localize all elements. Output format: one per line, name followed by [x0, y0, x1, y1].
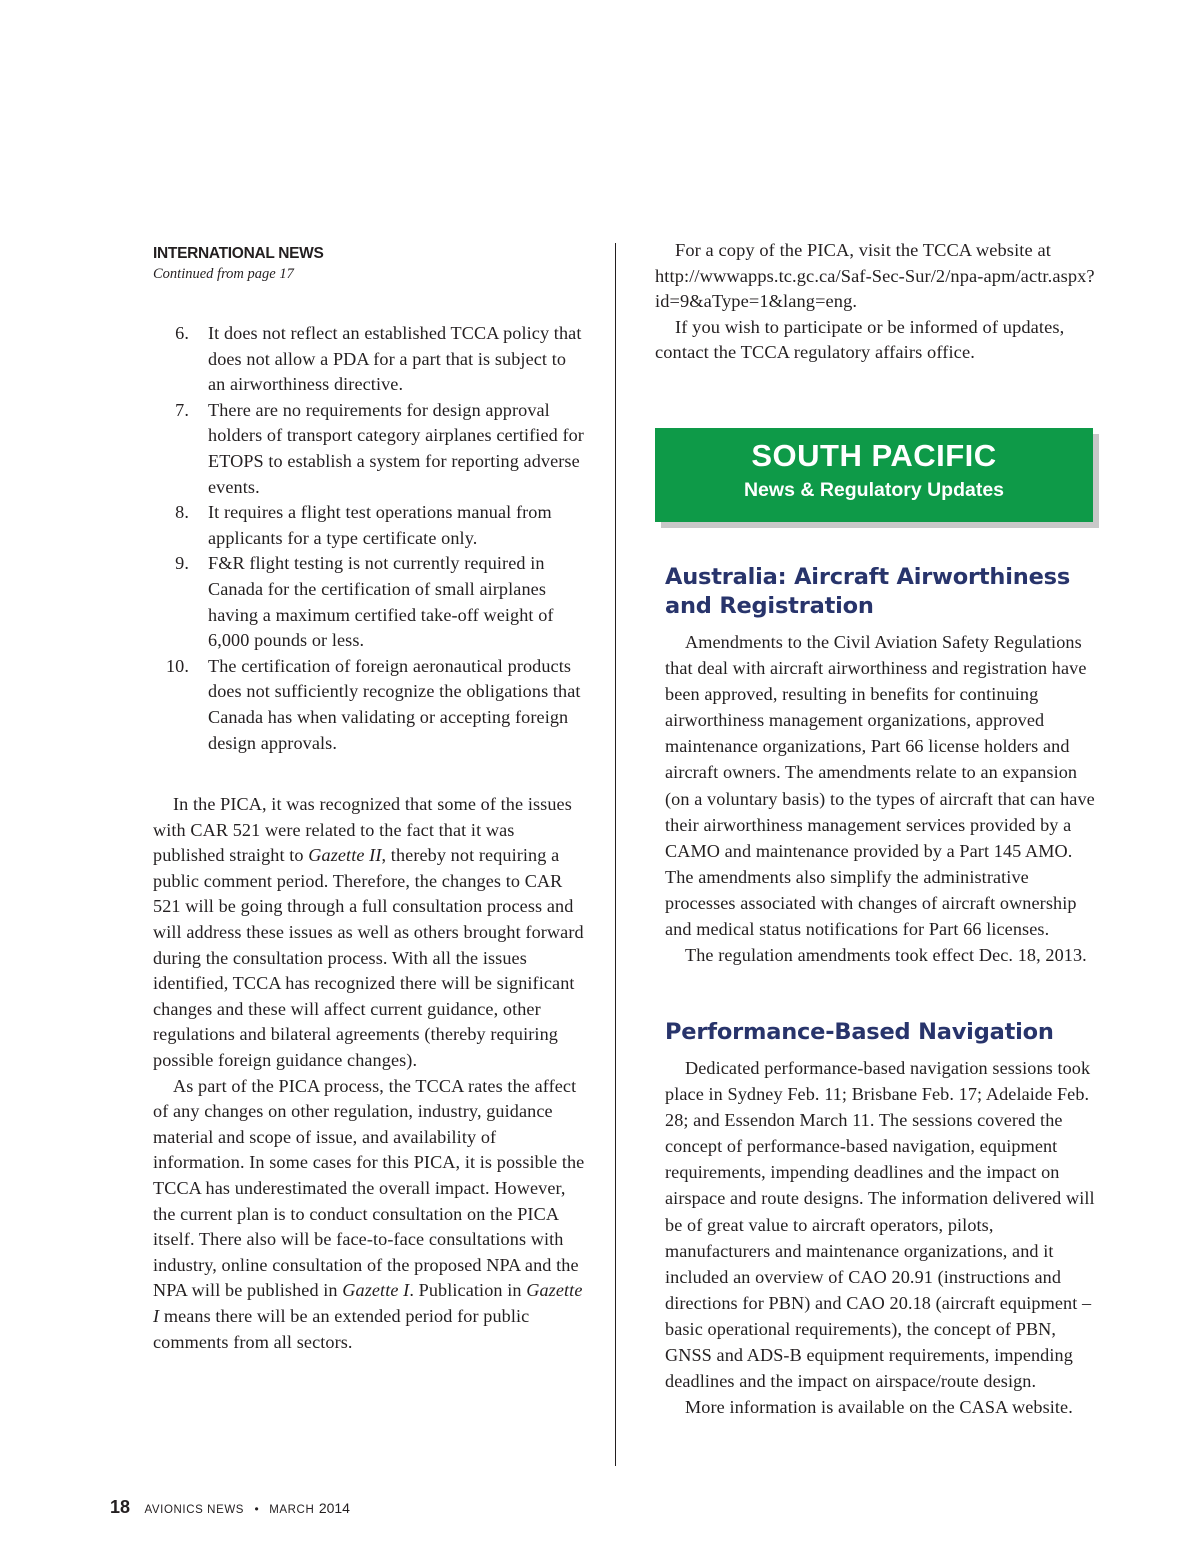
list-text: There are no requirements for design approval holders of transport category airplanes certified for ETOPS to establish a system for reporting adverse events. [208, 399, 584, 497]
text-run: . Publication in [409, 1280, 527, 1301]
body-paragraph: Dedicated performance-based navigation sessions took place in Sydney Feb. 11; Brisbane Feb. 17; Adelaide Feb. 28; and Essendon March 11. The sessions covered the concept of performance-based navigation, equipment requirements, impending deadlines and the impact on airspace and route designs. The information delivered will be of great value to aircraft operators, pilots, manufacturers and maintenance organizations, and it included an overview of CAO 20.91 (instructions and directions for PBN) and CAO 20.18 (aircraft equipment – basic operational requirements), the concept of PBN, GNSS and ADS-B equipment requirements, impending deadlines and the impact on airspace/route design. [665, 1058, 1095, 1392]
text-run: As part of the PICA process, the TCCA rates the affect of any changes on other regulation, industry, guidance material and scope of issue, and availability of information. In some cases for this PICA, it is possible the TCCA has underestimated the overall impact. However, the current plan is to conduct consultation on the PICA itself. There also will be face-to-face consultations with industry, online consultation of the proposed NPA and the NPA will be published in [153, 1075, 585, 1301]
article-australia [665, 563, 1100, 968]
article-pbn [665, 1018, 1100, 1420]
body-paragraph [153, 792, 585, 1074]
list-item [153, 500, 585, 551]
heading-line: Australia: Aircraft Airworthiness [665, 564, 1071, 590]
list-text: F&R flight testing is not currently required in Canada for the certification of small airplanes having a maximum certified take-off weight of 6,000 pounds or less. [208, 553, 554, 651]
continued-note: Continued from page 17 [153, 266, 294, 282]
page-footer [110, 1497, 350, 1518]
article-body [665, 629, 1100, 968]
list-number: 10. [165, 655, 189, 676]
body-paragraph [153, 1074, 585, 1356]
list-item [153, 551, 585, 653]
text-run: means there will be an extended period for public comments from all sectors. [153, 1305, 530, 1352]
left-body-text [153, 792, 585, 1355]
issue-year: 2014 [318, 1500, 350, 1516]
issue-month: MARCH [269, 1504, 315, 1516]
list-text: It requires a flight test operations manual from applicants for a type certificate only. [208, 502, 552, 548]
list-number: 8. [175, 502, 189, 523]
list-number: 6. [175, 323, 189, 343]
intro-text [655, 238, 1100, 366]
list-item [153, 321, 585, 398]
left-column [153, 243, 585, 1355]
page-number: 18 [110, 1497, 131, 1517]
list-item [153, 654, 585, 756]
right-column-intro [655, 238, 1100, 366]
italic-run: Gazette II [308, 845, 382, 866]
article-body [665, 1055, 1100, 1420]
italic-run: Gazette I [153, 1280, 583, 1326]
list-item [153, 398, 585, 500]
body-paragraph: Amendments to the Civil Aviation Safety Regulations that deal with aircraft airworthiness and registration have been approved, resulting in benefits for continuing airworthiness management organizations, approved maintenance organizations, Part 66 license holders and aircraft owners. The amendments relate to an expansion (on a voluntary basis) to the types of aircraft that can have their airworthiness management services provided by a CAMO and maintenance provided by a Part 145 AMO. The amendments also simplify the administrative processes associated with changes of aircraft ownership and medical status notifications for Part 66 licenses. [665, 632, 1095, 940]
body-paragraph: More information is available on the CASA website. [685, 1397, 1073, 1418]
publication-name: AVIONICS NEWS [144, 1504, 245, 1516]
body-paragraph: If you wish to participate or be informed of updates, contact the TCCA regulatory affairs office. [655, 316, 1065, 363]
footer-bullet: • [254, 1502, 259, 1516]
section-banner [655, 428, 1093, 522]
heading-line: and Registration [665, 593, 874, 619]
italic-run: Gazette I [342, 1280, 410, 1301]
numbered-list [153, 321, 585, 756]
list-text: The certification of foreign aeronautical products does not sufficiently recognize the obligations that Canada has when validating or accepting foreign design approvals. [208, 655, 581, 753]
banner-subtitle: News & Regulatory Updates [743, 479, 1005, 501]
list-number: 9. [175, 553, 189, 574]
article-heading [665, 563, 1100, 621]
body-paragraph: The regulation amendments took effect Dec. 18, 2013. [685, 945, 1087, 966]
banner-title: SOUTH PACIFIC [751, 438, 997, 473]
section-kicker: INTERNATIONAL NEWS [153, 245, 324, 262]
column-divider [615, 243, 616, 1466]
list-text: It does not reflect an established TCCA policy that does not allow a PDA for a part that is subject to an airworthiness directive. [208, 323, 582, 395]
text-run: , thereby not requiring a public comment period. Therefore, the changes to CAR 521 will be going through a full consultation process and will address these issues as well as others brought forward during the consultation process. With all the issues identified, TCCA has recognized there will be significant changes and these will affect current guidance, other regulations and bilateral agreements (thereby requiring possible foreign guidance changes). [153, 845, 584, 1071]
article-heading: Performance-Based Navigation [665, 1019, 1054, 1045]
list-number: 7. [175, 399, 189, 420]
text-run: In the PICA, it was recognized that some of the issues with CAR 521 were related to the fact that it was published straight to [153, 794, 572, 866]
body-paragraph: For a copy of the PICA, visit the TCCA website at http://wwwapps.tc.gc.ca/Saf-Sec-Sur/2/npa-apm/actr.aspx?id=9&aType=1&lang=eng. [655, 240, 1095, 312]
